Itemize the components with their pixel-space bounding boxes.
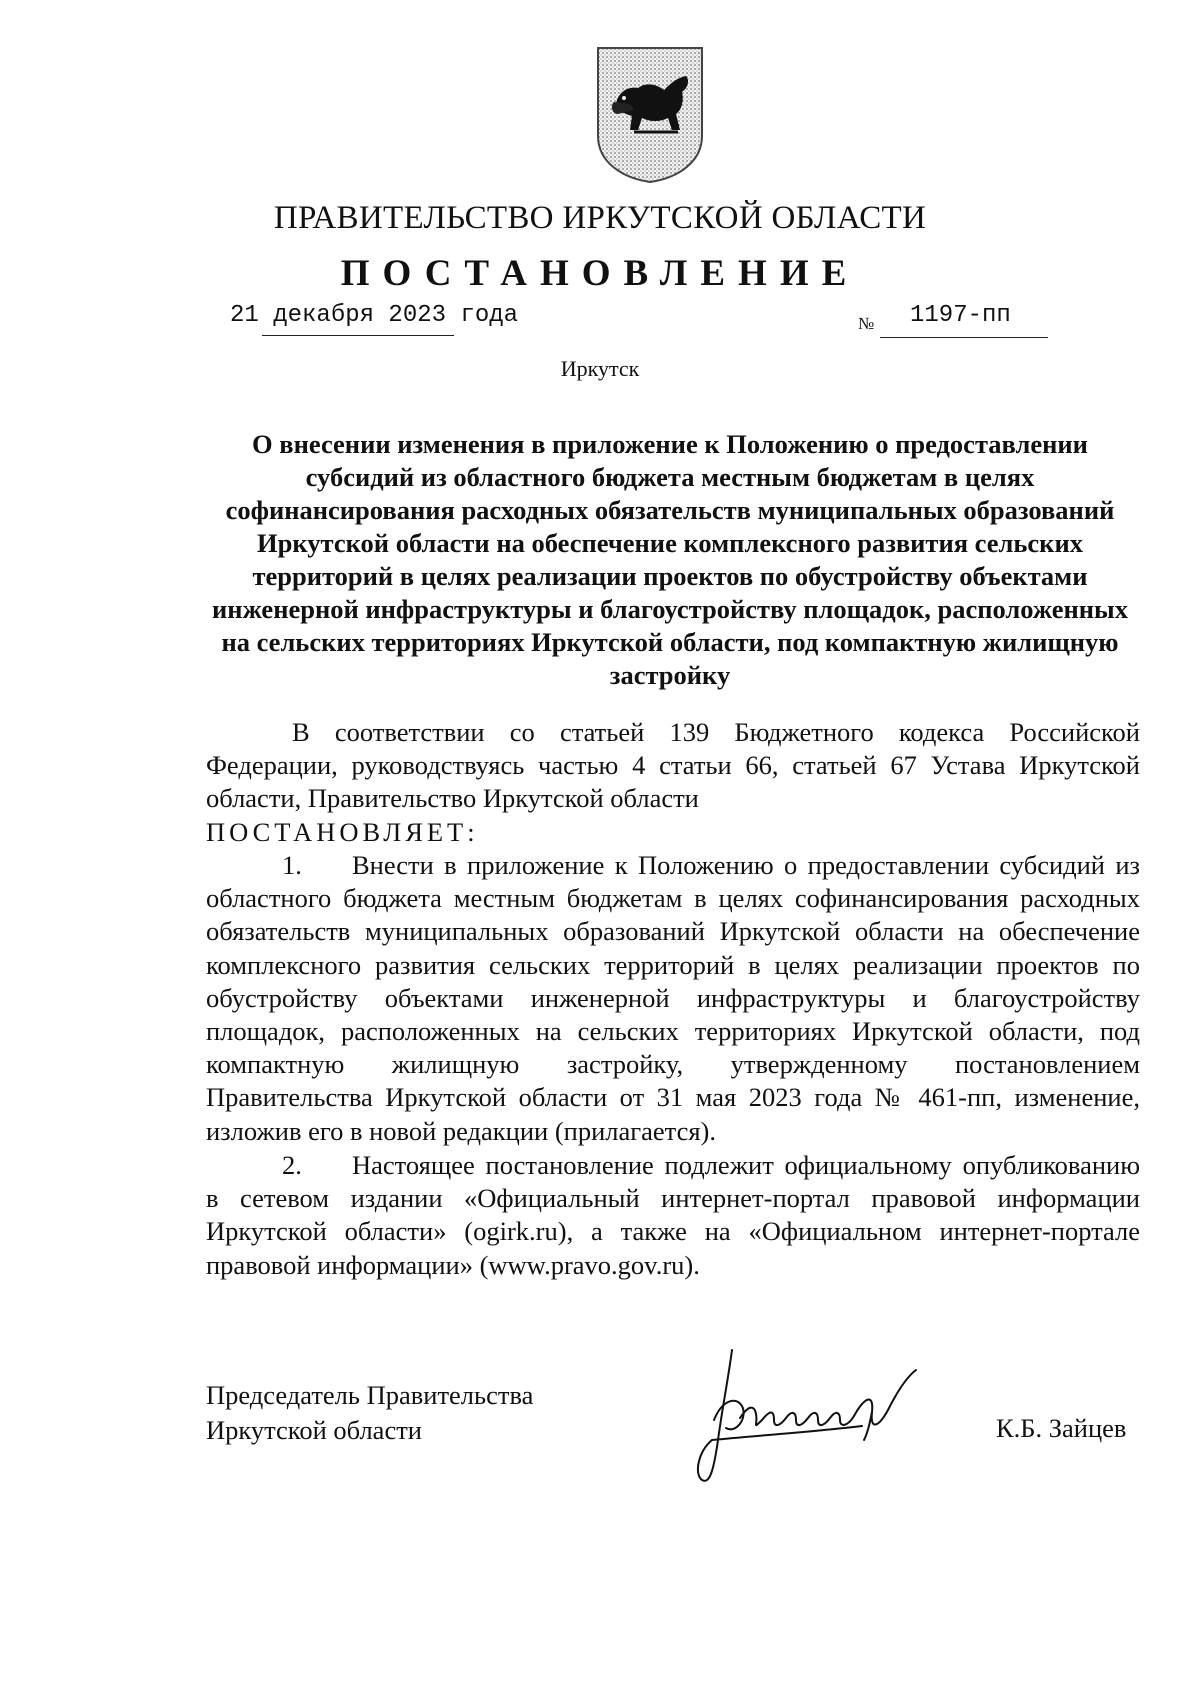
item-2-paragraph [206,1149,1140,1282]
signatory-role-line1: Председатель Правительства [206,1380,534,1410]
item-2-number: 2. [282,1150,302,1180]
item-1-text: Внести в приложение к Положению о предоставлении субсидий из областного бюджета местным бюджетам в целях софинансирования расходных обязательств муниципальных образований Иркутской области на обеспечение комплексного развития сельских территорий в целях реализации проектов по обустройству объектами инженерной инфраструктуры и благоустройству площадок, расположенных на сельских территориях Иркутской области, под компактную жилищную застройку, утвержденному постановлением Правительства Иркутской области от 31 мая 2023 года № 461-пп, изменение, изложив его в новой редакции (прилагается). [206,850,1140,1146]
handwritten-signature [692,1340,952,1490]
signatory-name: К.Б. Зайцев [996,1413,1127,1443]
city-name: Иркутск [560,356,640,381]
number-underline [880,337,1048,338]
date-underline [262,335,454,336]
item-2-text: Настоящее постановление подлежит официальному опубликованию в сетевом издании «Официальный интернет-портал правовой информации Иркутской области» (ogirk.ru), а также на «Официальном интернет-портале правовой информации» (www.pravo.gov.ru). [206,1150,1140,1280]
decree-date: 21 декабря 2023 года [230,302,519,329]
item-1-number: 1. [282,850,302,880]
decree-number: 1197-пп [910,302,1011,329]
coat-of-arms-emblem [594,44,706,184]
document-type: ПОСТАНОВЛЕНИЕ [340,253,860,294]
signatory-role-line2: Иркутской области [206,1415,422,1445]
decree-word: ПОСТАНОВЛЯЕТ: [206,817,479,847]
document-title: О внесении изменения в приложение к Положению о предоставлении субсидий из областного бюджета местным бюджетам в целях софинансирования расходных обязательств муниципальных образований Иркутской области на обеспечение комплексного развития сельских территорий в целях реализации проектов по обустройству объектами инженерной инфраструктуры и благоустройству площадок, расположенных на сельских территориях Иркутской области, под компактную жилищную застройку [212,429,1128,690]
number-sign: № [858,314,875,333]
item-1-paragraph [206,849,1140,1148]
intro-paragraph: В соответствии со статьей 139 Бюджетного кодекса Российской Федерации, руководствуясь частью 4 статьи 66, статьей 67 Устава Иркутской области, Правительство Иркутской области [206,717,1140,814]
government-name: ПРАВИТЕЛЬСТВО ИРКУТСКОЙ ОБЛАСТИ [273,200,927,236]
signatory-role [206,1378,533,1448]
